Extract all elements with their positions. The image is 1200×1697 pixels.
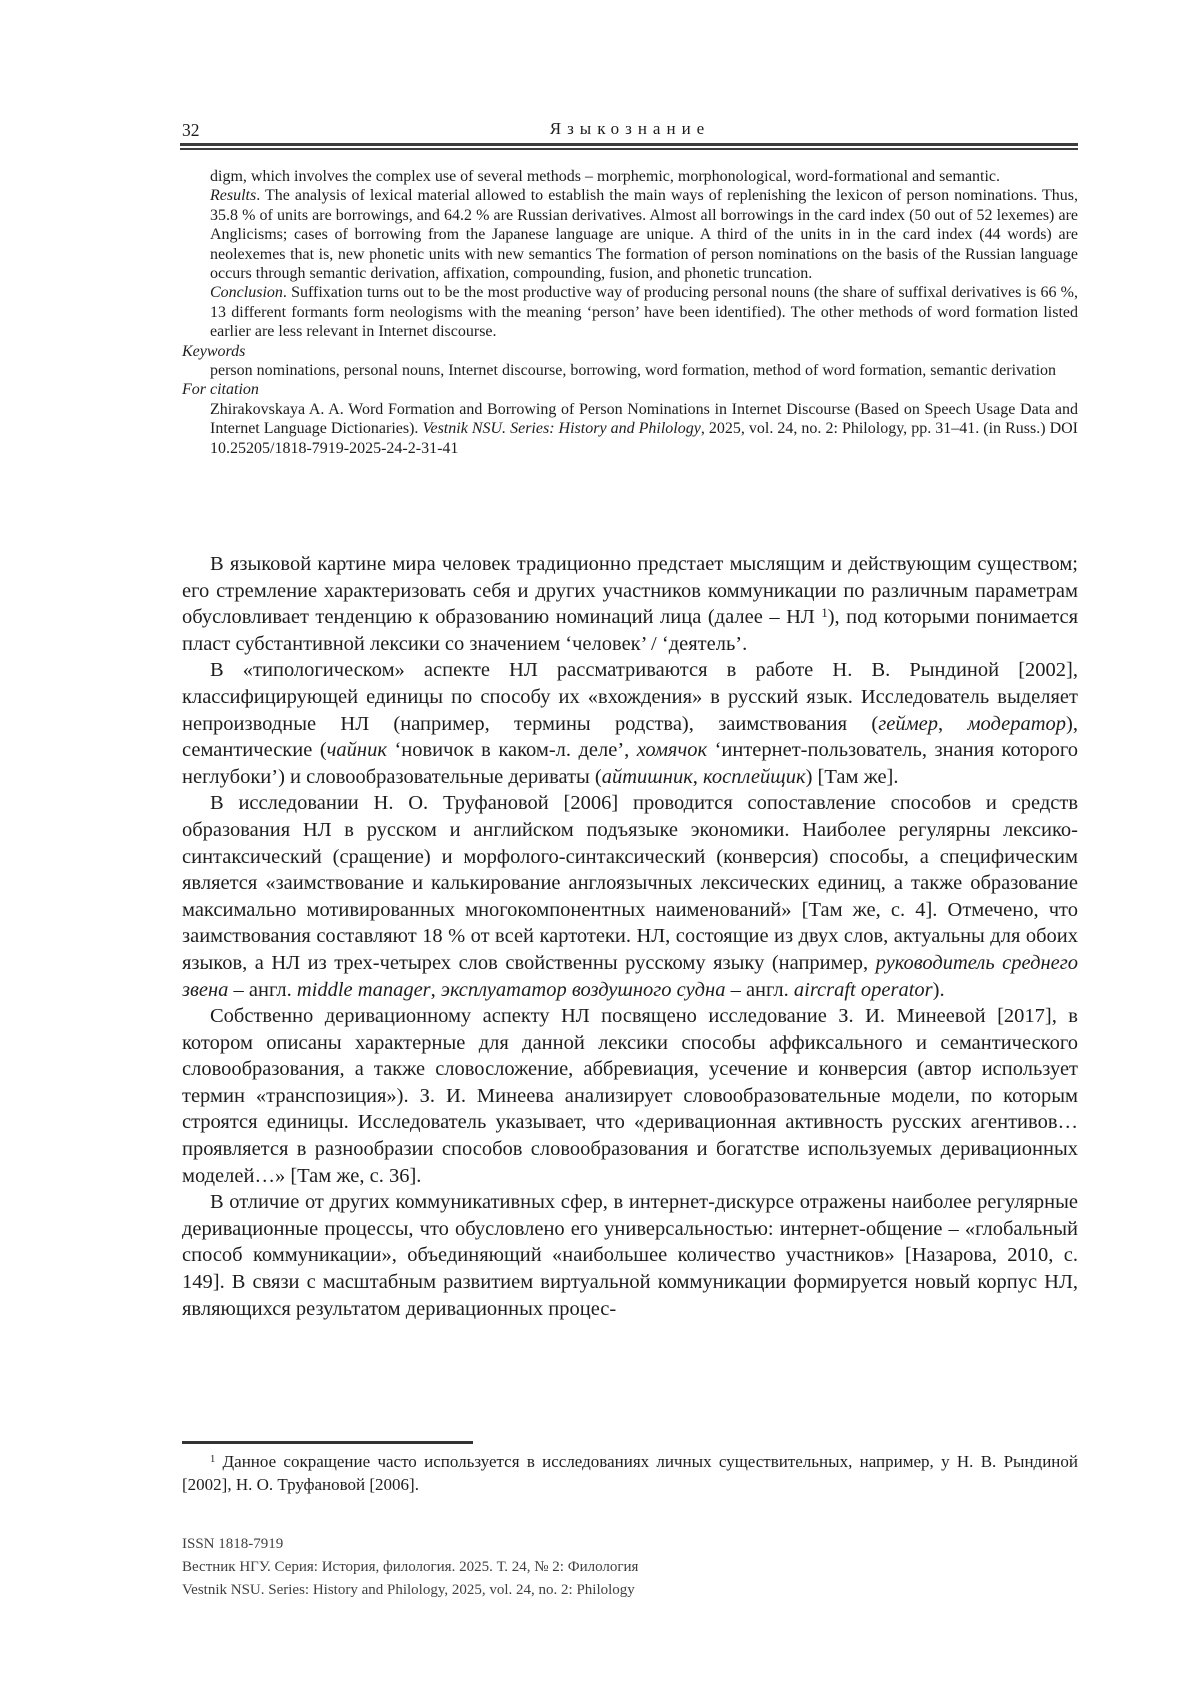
italic-run: Results (210, 187, 257, 205)
footer-line: Vestnik NSU. Series: History and Philology, 2025, vol. 24, no. 2: Philology (182, 1582, 635, 1598)
text-run: digm, which involves the complex use of several methods – morphemic, morphonological, word-formational and semantic. (210, 168, 1001, 185)
italic-run: модератор (967, 712, 1067, 735)
front-matter-label (182, 380, 1078, 399)
front-matter-paragraph (210, 283, 1078, 341)
front-matter (182, 167, 1078, 458)
footer-line: ISSN 1818-7919 (182, 1536, 284, 1552)
italic-run: Conclusion (210, 284, 283, 302)
italic-run: косплейщик (703, 765, 806, 788)
body-paragraph (182, 1189, 1078, 1322)
italic-run: айтишник (601, 765, 693, 788)
header-rule (180, 143, 1078, 150)
text-run: , 2025, vol. 24, no. 2: Philology, pp. 31–41. (in Russ.) DOI 10.25205/1818-7919-2025-24-2-31-41 (210, 420, 1079, 457)
text-run: , (692, 765, 704, 788)
italic-run: чайник (326, 739, 387, 762)
body-text (182, 551, 1078, 1322)
text-run: . The analysis of lexical material allowed to establish the main ways of replenishing the lexicon of person nominations. Thus, 35.8 % of units are borrowings, and 64.2 % are Russian derivatives. Almost all borrowings in the card index (50 out of 52 lexemes) are Anglicisms; cases of borrowing from the Japanese language are unique. A third of the units in in the card index (44 words) are neolexemes that is, new phonetic units with new semantics The formation of person nominations on the basis of the Russian language occurs through semantic derivation, affixation, compounding, fusion, and phonetic truncation. (210, 187, 1078, 283)
page-number: 32 (182, 120, 200, 140)
text-run: , (938, 712, 968, 735)
front-matter-label (182, 342, 1078, 361)
footnote-rule (182, 1441, 473, 1444)
italic-run: хомячок (636, 739, 708, 762)
text-run: ), семантические ( (182, 712, 1078, 762)
footnote-text (182, 1450, 1078, 1496)
text-run: ) [Там же]. (805, 765, 899, 788)
text-run: Zhirakovskaya A. A. Word Formation and Borrowing of Person Nominations in Internet Discourse (Based on Speech Usage Data and Internet Language Dictionaries). (210, 400, 1078, 438)
italic-run: middle manager (296, 978, 431, 1001)
text-run: ). (932, 978, 945, 1001)
text-run: ), под которыми понимается пласт субстантивной лексики со значением ‘человек’ / ‘деятель’. (182, 606, 1078, 655)
italic-run: Keywords (182, 342, 246, 360)
superscript-marker: 1 (210, 1454, 216, 1466)
front-matter-paragraph (210, 167, 1078, 186)
italic-run: aircraft operator (793, 978, 933, 1001)
text-run: В «типологическом» аспекте НЛ рассматриваются в работе Н. В. Рындиной [2002], классифицирующей единицы по способу их «вхождения» в русский язык. Исследователь выделяет непроизводные НЛ (например, термины родства), заимствования ( (182, 659, 1078, 735)
text-run: ‘новичок в каком-л. деле’, (386, 739, 637, 762)
body-paragraph (182, 551, 1078, 657)
superscript-marker: 1 (821, 606, 828, 621)
body-paragraph (182, 657, 1078, 790)
text-run: Данное сокращение часто используется в исследованиях личных существительных, например, у Н. В. Рындиной [2002], Н. О. Труфановой [2006]. (182, 1452, 1078, 1494)
body-paragraph (182, 1003, 1078, 1189)
text-run: . Suffixation turns out to be the most productive way of producing personal nouns (the share of suffixal derivatives is 66 %, 13 different formants form neologisms with the meaning ‘person’ have been identified). The other methods of word formation listed earlier are less relevant in Internet discourse. (210, 284, 1078, 341)
front-matter-paragraph (210, 186, 1078, 283)
text-run: В языковой картине мира человек традиционно предстает мыслящим и действующим существом; его стремление характеризовать себя и других участников коммуникации по различным параметрам обусловливает тенденцию к образованию номинаций лица (далее – НЛ (182, 553, 1078, 629)
footer-line: Вестник НГУ. Серия: История, филология. 2025. Т. 24, № 2: Филология (182, 1559, 639, 1575)
text-run: ‘интернет-пользователь, знания которого неглубоки’) и словообразовательные дериваты ( (182, 739, 1079, 788)
text-run: , (430, 978, 441, 1001)
italic-run: For citation (182, 381, 259, 399)
italic-run: геймер (878, 712, 938, 735)
text-run: person nominations, personal nouns, Internet discourse, borrowing, word formation, method of word formation, semantic derivation (210, 362, 1057, 380)
front-matter-paragraph (210, 400, 1078, 458)
italic-run: эксплуататор воздушного судна (440, 978, 726, 1001)
text-run: В исследовании Н. О. Труфановой [2006] проводится сопоставление способов и средств образования НЛ в русском и английском подъязыке экономики. Наиболее регулярны лексико-синтаксический (сращение) и морфолого-синтаксический (конверсия) способы, а специфическим является «заимствование и калькирование англоязычных лексических единиц, а также образование максимально мотивированных многокомпонентных наименований» [Там же, с. 4]. Отмечено, что заимствования составляют 18 % от всей картотеки. НЛ, состоящие из двух слов, актуальны для обоих языков, а НЛ из трех-четырех слов свойственны русскому языку (например, (182, 792, 1078, 974)
text-run: – англ. (725, 978, 794, 1001)
front-matter-paragraph (210, 361, 1078, 380)
footnote (182, 1450, 1078, 1496)
text-run: В отличие от других коммуникативных сфер, в интернет-дискурсе отражены наиболее регулярные деривационные процессы, что обусловлено его универсальностью: интернет-общение – «глобальный способ коммуникации», объединяющий «наибольшее количество участников» [Назарова, 2010, с. 149]. В связи с масштабным развитием виртуальной коммуникации формируется новый корпус НЛ, являющихся результатом деривационных процес- (182, 1191, 1078, 1320)
italic-run: руководитель среднего звена (182, 951, 1078, 1001)
text-run: – англ. (228, 978, 297, 1001)
italic-run: Vestnik NSU. Series: History and Philology (422, 420, 701, 438)
text-run: Собственно деривационному аспекту НЛ посвящено исследование З. И. Минеевой [2017], в котором описаны характерные для данной лексики способы аффиксального и семантического словообразования, а также словосложение, аббревиация, усечение и конверсия (автор использует термин «транспозиция»). З. И. Минеева анализирует словообразовательные модели, по которым строятся единицы. Исследователь указывает, что «деривационная активность русских агентивов… проявляется в разнообразии способов словообразования и богатстве используемых деривационных моделей…» [Там же, с. 36]. (182, 1005, 1078, 1187)
body-paragraph (182, 790, 1078, 1003)
page-footer (182, 1533, 1078, 1602)
running-head: Языкознание (549, 119, 711, 138)
